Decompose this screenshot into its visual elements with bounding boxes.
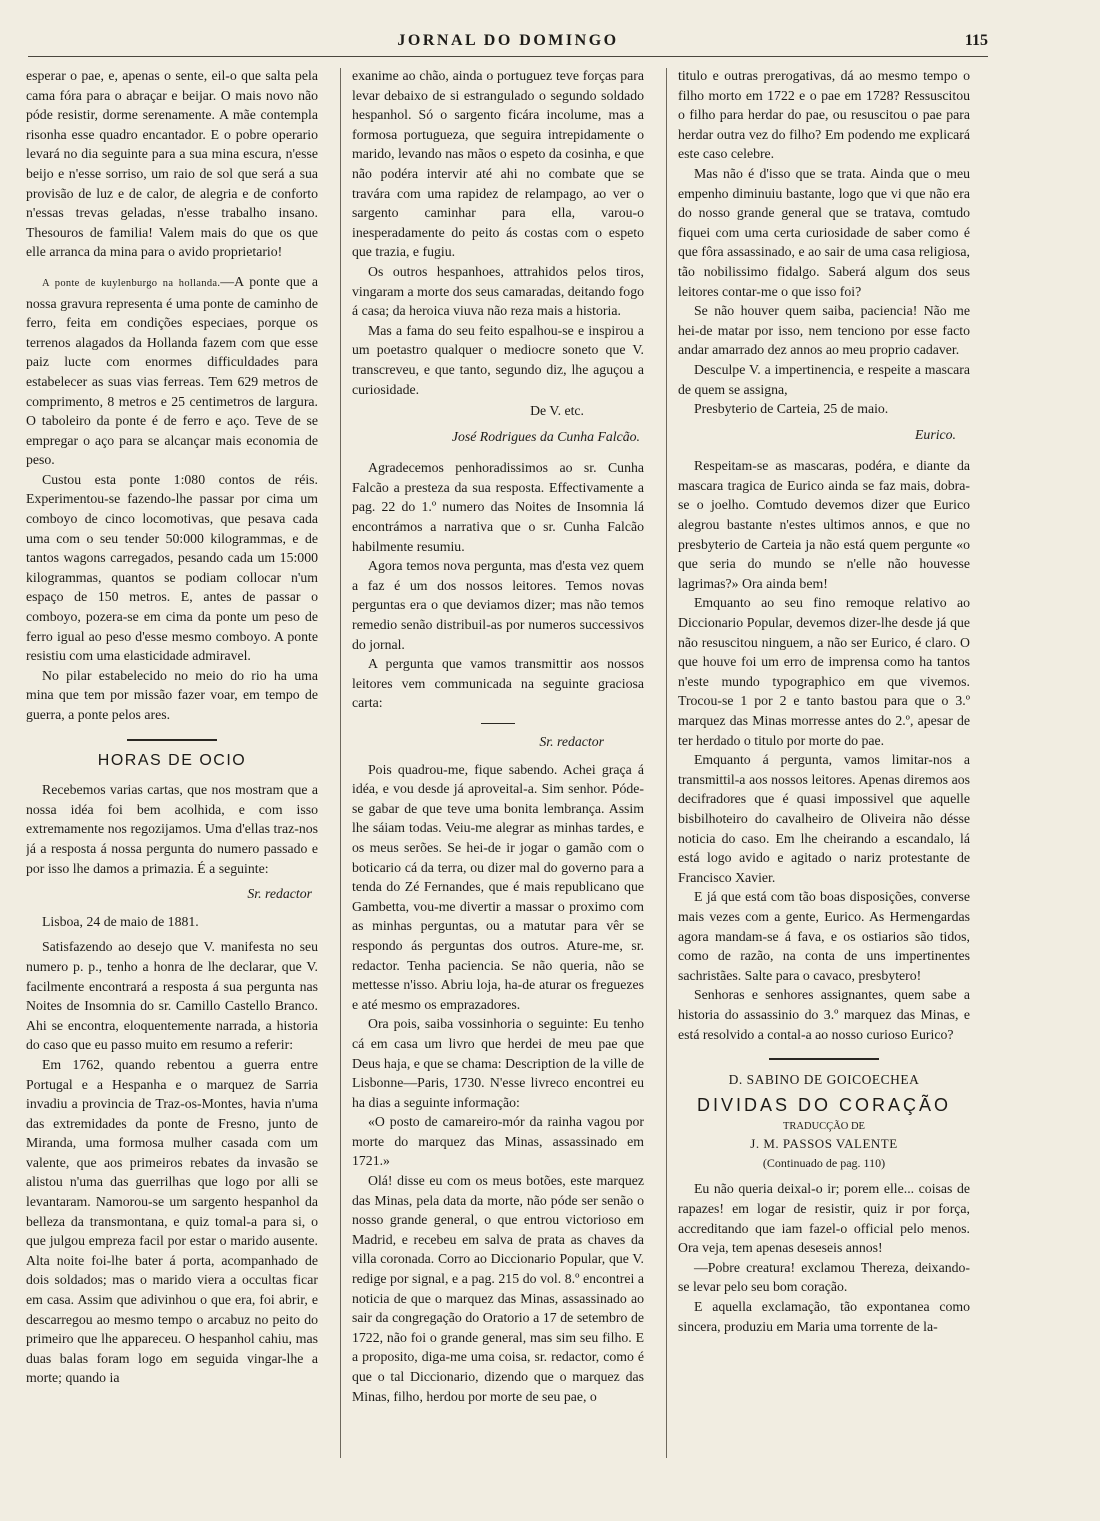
column-1 bbox=[26, 66, 318, 1506]
salutation: Sr. redactor bbox=[539, 734, 604, 749]
paragraph: Senhoras e senhores assignantes, quem sabe a historia do assassinio do 3.º marquez das Minas, e está resolvido a contal-a ao nosso curioso Eurico? bbox=[678, 987, 970, 1042]
story-title: DIVIDAS DO CORAÇÃO bbox=[696, 1094, 952, 1115]
paragraph: Agradecemos penhoradissimos ao sr. Cunha Falcão a presteza da sua resposta. Effectivamente a pag. 22 do 1.º numero das Noites de Insomnia lá encontrámos a narrativa que o sr. Cunha Falcão habilmente resumiu. bbox=[352, 460, 644, 554]
letter-signature: Eurico. bbox=[915, 426, 956, 442]
paragraph: Satisfazendo ao desejo que V. manifesta no seu numero p. p., tenho a honra de lhe declarar, que V. facilmente encontrará a resposta á sua pergunta nas Noites de Insomnia do sr. Camillo Castello Branco. Ahi se encontra, eloquentemente narrada, a historia do caso que eu passo muito em resumo a referir: bbox=[26, 939, 318, 1053]
author-name: D. SABINO DE GOICOECHEA bbox=[728, 1072, 920, 1088]
translator-name: J. M. PASSOS VALENTE bbox=[750, 1136, 898, 1152]
letter-closing: De V. etc. bbox=[530, 403, 584, 419]
paragraph: Recebemos varias cartas, que nos mostram que a nossa idéa foi bem acolhida, e com isso extremamente nos regozijamos. Uma d'ellas traz-nos já a resposta á nossa pergunta do numero passado e por isso lhe damos a primazia. É a seguinte: bbox=[26, 782, 318, 876]
paragraph: E aquella exclamação, tão expontanea como sincera, produziu em Maria uma torrente de la- bbox=[678, 1299, 970, 1334]
bridge-text: —A ponte que a nossa gravura representa é uma ponte de caminho de ferro, feita em condições especiaes, porque os terrenos alagados da Hollanda fazem com que esse paiz lucte com enormes difficuldades para estabelecer as suas vias ferreas. Tem 629 metros de comprimento, 8 metros e 25 centimetros de largura. O taboleiro da ponte é de ferro e aço. Teve de se empregar o aço para se alcançar mais economia de peso. bbox=[26, 273, 318, 468]
paragraph: Emquanto ao seu fino remoque relativo ao Diccionario Popular, devemos dizer-lhe desde já que não resuscitou ninguem, a não ser Eurico, é claro. O que houve foi um erro de imprensa como ha tantos n'este mundo typographico em que vivemos. Trocou-se 1 por 2 e tanto bastou para que o 3.º marquez das Minas morresse antes do 2.º, apesar de ter herdado o titulo por morte do pae. bbox=[678, 595, 970, 748]
paragraph: —Pobre creatura! exclamou Thereza, deixando-se levar pelo seu bom coração. bbox=[678, 1259, 970, 1295]
section-title: HORAS DE OCIO bbox=[97, 751, 247, 769]
bridge-caption: A ponte de kuylenburgo na hollanda. bbox=[42, 277, 221, 289]
paragraph: No pilar estabelecido no meio do rio ha uma mina que tem por missão fazer voar, em tempo de guerra, a ponte pelos ares. bbox=[26, 667, 318, 722]
paragraph: esperar o pae, e, apenas o sente, eil-o que salta pela cama fóra para o abraçar e beijar. O mais novo não póde resistir, dorme serenamente. A mãe contempla risonha esse quadro encantador. E o pobre operario levará no dia seguinte para a sua mina escura, n'esse beijo e n'esse sorriso, um raio de sol que será a sua provisão de luz e de calor, de alegria e de conforto n'essas trevas geladas, n'esse trabalho insano. Thesouros de familia! Valem mais do que os que elle arranca da mina para o avido proprietario! bbox=[26, 68, 318, 260]
paragraph: Desculpe V. a impertinencia, e respeite a mascara de quem se assigna, bbox=[678, 361, 970, 397]
paragraph: E já que está com tão boas disposições, converse mais vezes com a gente, Eurico. As Hermengardas agora mandam-se á fava, e os ostiarios são tidos, como de razão, na conta de uns impertinentes sachristães. Salte para o cavaco, presbytero! bbox=[678, 889, 970, 983]
page-number: 115 bbox=[964, 32, 988, 49]
paragraph: titulo e outras prerogativas, dá ao mesmo tempo o filho morto em 1722 e o pae em 1728? Ressuscitou o filho para herdar do pae, ou resuscitou o pae para herdar outra vez do filho? Em podendo me explicará este caso celebre. bbox=[678, 68, 970, 162]
journal-title: JORNAL DO DOMINGO bbox=[397, 32, 619, 49]
paragraph: Custou esta ponte 1:080 contos de réis. Experimentou-se fazendo-lhe passar por cima um comboyo de cinco locomotivas, que pesava cada uma com o seu tender 50:000 kilogrammas, e de tantos wagons carregados, pesando cada um 15:000 kilogrammas, quantos se podiam collocar n'um espaço de 150 metros. E, antes de passar o comboyo, pozera-se em cima da ponte um peso de ferro igual ao peso d'esse mesmo comboyo. A ponte resistiu com uma elasticidade admiravel. bbox=[26, 471, 318, 664]
paragraph: Presbyterio de Carteia, 25 de maio. bbox=[694, 401, 889, 417]
paragraph: Os outros hespanhoes, attrahidos pelos tiros, vingaram a morte dos seus camaradas, deitando fogo á casa; da heroica viuva não reza mais a historia. bbox=[352, 263, 644, 319]
paragraph: A pergunta que vamos transmittir aos nossos leitores vem communicada na seguinte graciosa carta: bbox=[352, 656, 644, 711]
section-rule bbox=[769, 1058, 879, 1060]
paragraph: Agora temos nova pergunta, mas d'esta vez quem a faz é um dos nossos leitores. Temos novas perguntas era o que deviamos dizer; mas não temos remedio senão distribuil-as por numeros successivos do jornal. bbox=[352, 558, 644, 652]
dateline: Lisboa, 24 de maio de 1881. bbox=[42, 913, 199, 929]
section-rule bbox=[127, 739, 217, 741]
paragraph: Mas a fama do seu feito espalhou-se e inspirou a um poetastro qualquer o mediocre soneto que V. transcreveu, e que tanto, segundo diz, lhe aguçou a curiosidade. bbox=[352, 322, 644, 397]
column-divider bbox=[666, 68, 667, 1458]
paragraph: Pois quadrou-me, fique sabendo. Achei graça á idéa, e vou desde já aproveital-a. Sim senhor. Póde-se gabar de que teve uma bonita lembrança. Assim lhe sáiam todas. Veiu-me alegrar as minhas tardes, e os meus serões. Se hei-de ir jogar o gamão com o boticario cá da terra, ou dizer mal do governo para a tenda do Zé Fernandes, que é mais republicano que Gambetta, vou-me divertir a massar o proximo com as minhas perguntas, ou a matutar para vêr se respondo ás perguntas dos outros. Ature-me, sr. redactor. Tenha paciencia. Se não queria, não se mettesse n'isso. Abriu loja, ha-de aturar os freguezes e até mesmo os emprazadores. bbox=[352, 761, 644, 1012]
continuation-note: (Continuado de pag. 110) bbox=[762, 1155, 886, 1170]
letter-signature: José Rodrigues da Cunha Falcão. bbox=[451, 428, 640, 444]
paragraph: Respeitam-se as mascaras, podéra, e diante da mascara tragica de Eurico ainda se faz mais, dobra-se o joelho. Comtudo devemos dizer que Eurico alegrou bastante n'estes ultimos annos, e que no presbyterio de Carteia ja não está quem pergunte «o que seria do mundo se n'elle não houvesse lagrimas?» Ora ainda bem! bbox=[678, 458, 970, 591]
divider bbox=[481, 723, 515, 724]
paragraph: Ora pois, saiba vossinhoria o seguinte: Eu tenho cá em casa um livro que herdei de meu pae que Deus haja, e que se chama: Description de la ville de Lisbonne—Paris, 1730. N'esse livreco encontrei eu ha dias a seguinte informação: bbox=[352, 1016, 644, 1110]
paragraph: Olá! disse eu com os meus botões, este marquez das Minas, pela data da morte, não póde ser senão o nosso grande general, o que entrou victorioso em Madrid, e recebeu em salva de prata as chaves da villa coronada. Corro ao Diccionario Popular, que V. redige por signal, e a pag. 215 do vol. 8.º encontrei a noticia de que o marquez das Minas, assassinado ao sair da congregação do Oratorio a 17 de setembro de 1722, não foi o grande general, mas sim seu filho. E a proposito, diga-me uma coisa, sr. redactor, como é que o tal Diccionario, dizendo que o marquez das Minas, filho, herdou por morte de seu pae, o bbox=[352, 1173, 644, 1404]
paragraph: Em 1762, quando rebentou a guerra entre Portugal e a Hespanha e o marquez de Sarria invadiu a provincia de Traz-os-Montes, havia n'uma das extremidades da ponte de Fresno, junto de Miranda, uma formosa mulher casada com um valente, que aos primeiros rebates da invasão se alistou n'uma das guerrilhas que logo por alli se levantaram. Namorou-se um sargento hespanhol da belleza da transmontana, e quiz tomal-a para si, o que julgou empreza facil por estar o marido ausente. Alta noite foi-lhe bater á porta, acompanhado de dois soldados; mas o marido viera a occultas ficar em casa. Assim que adivinhou o que era, foi abrir, e descarregou ao mesmo tempo o arcabuz no peito do primeiro que lhe appareceu. O hespanhol cahiu, mas duas balas foram logo em seguida vingar-lhe a morte; quando ia bbox=[26, 1056, 318, 1386]
paragraph: exanime ao chão, ainda o portuguez teve forças para levar debaixo de si estrangulado o segundo soldado hespanhol. Só o sargento ficára incolume, mas a formosa portugueza, que seguira intrepidamente o marido, levando nas mãos o espeto da cosinha, e que não podéra intervir até ahi no combate que se travára com uma rapidez de relampago, ao ver o sargento caminhar para ella, varou-o inesperadamente do peito ás costas com o espeto que trazia, e fugiu. bbox=[352, 68, 644, 260]
paragraph: Emquanto á pergunta, vamos limitar-nos a transmittil-a aos nossos leitores. Apenas diremos aos decifradores que é quasi impossivel que aquelle bisbilhoteiro do cavalheiro de Oliveira não désse noticia do caso. Em lhe cheirando a escandalo, lá está logo avido e agitado o nariz protestante de Francisco Xavier. bbox=[678, 752, 970, 885]
paragraph: «O posto de camareiro-mór da rainha vagou por morte do marquez das Minas, assassinado em 1721.» bbox=[352, 1114, 644, 1169]
translation-label: TRADUCÇÃO DE bbox=[783, 1121, 865, 1133]
paragraph: Eu não queria deixal-o ir; porem elle... coisas de rapazes! em logar de resistir, quiz ir por força, accreditando que iam fazel-o official pelo menos. Ora veja, tem apenas deseseis annos! bbox=[678, 1181, 970, 1256]
page-header bbox=[28, 30, 988, 57]
column-2 bbox=[352, 66, 644, 1506]
column-3 bbox=[678, 66, 970, 1506]
column-divider bbox=[340, 68, 341, 1458]
salutation: Sr. redactor bbox=[247, 886, 312, 902]
paragraph: Mas não é d'isso que se trata. Ainda que o meu empenho diminuiu bastante, logo que vi que não era do nosso grande general que se tratava, comtudo fiquei com uma certa curiosidade de saber como é que fôra assassinado, e ao sair de uma casa religiosa, tão nobilissimo fidalgo. Saberá algum dos seus leitores contar-me o que isso foi? bbox=[678, 165, 970, 299]
paragraph bbox=[26, 272, 318, 470]
paragraph: Se não houver quem saiba, paciencia! Não me hei-de matar por isso, nem tenciono por esse facto andar amarrado dez annos ao meu proprio cadaver. bbox=[678, 303, 970, 358]
